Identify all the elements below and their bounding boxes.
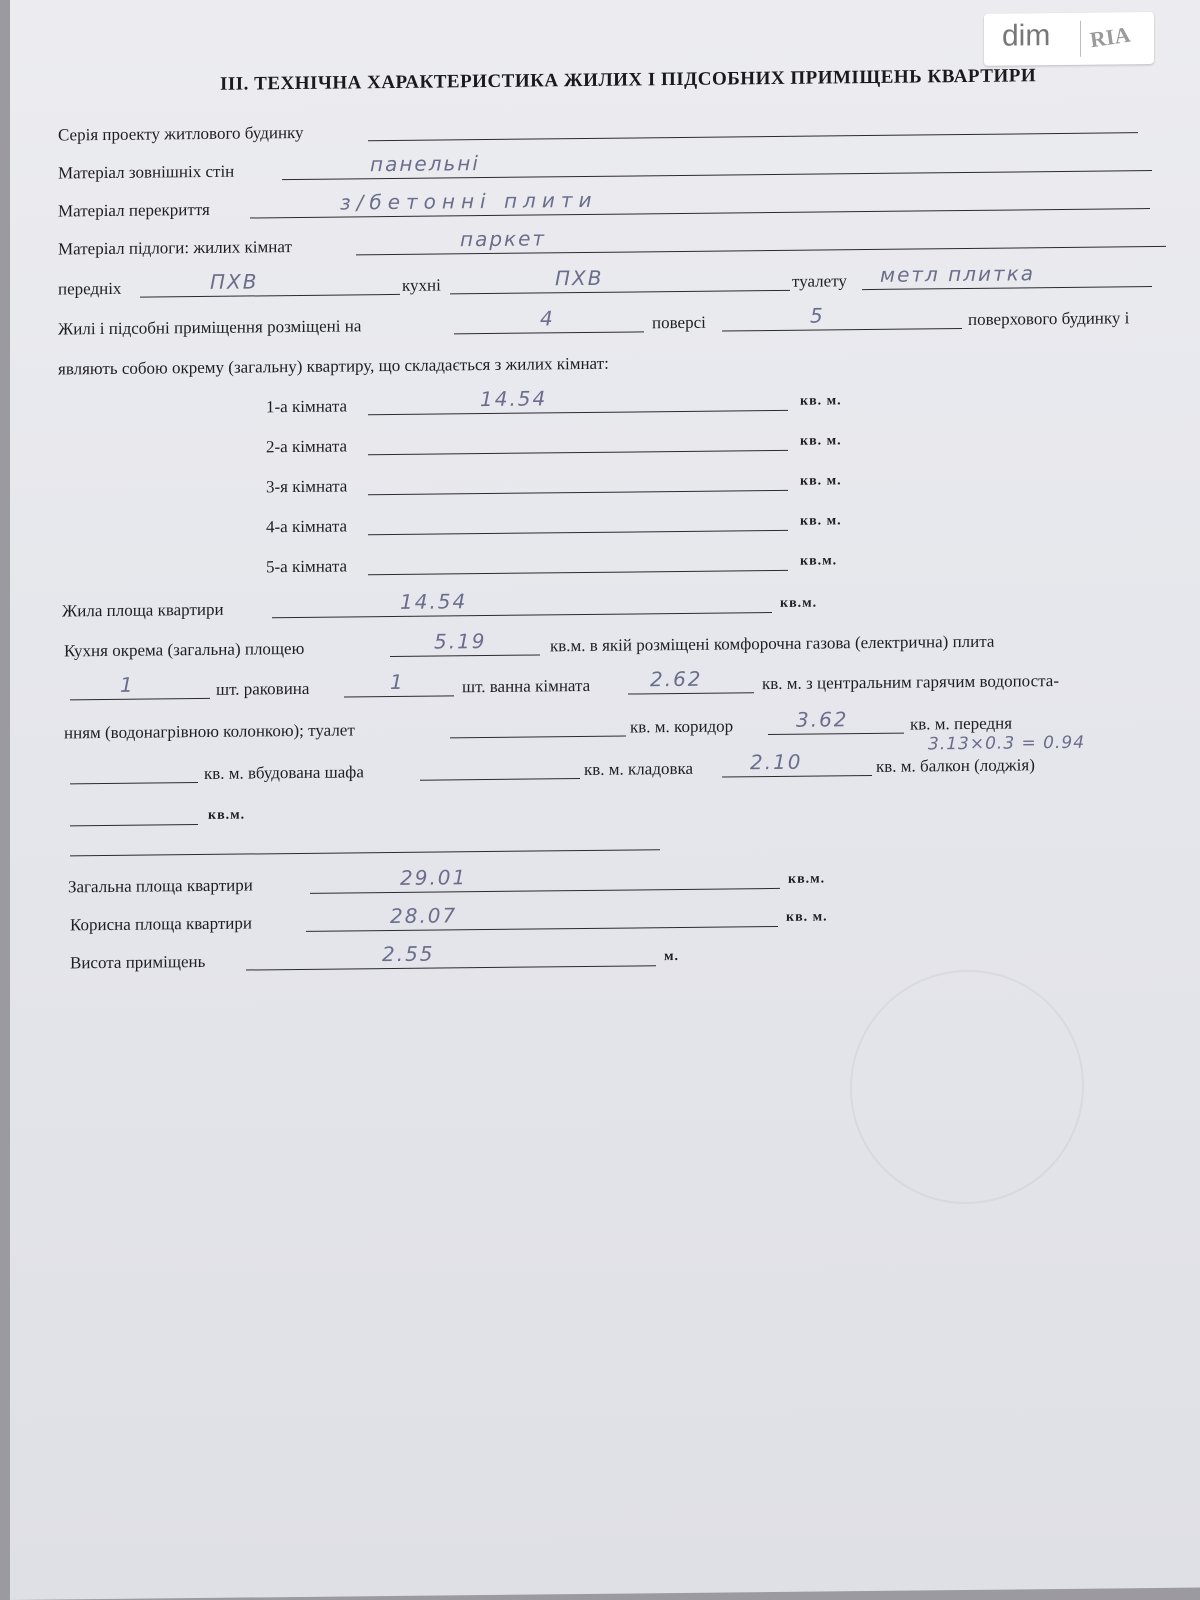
location-label: Жилі і підсобні приміщення розміщені на bbox=[58, 316, 362, 339]
room-label: 2-а кімната bbox=[266, 436, 348, 457]
room-value: 14.54 bbox=[480, 386, 548, 412]
sink-value: 1 bbox=[390, 669, 405, 695]
total-area-value: 29.01 bbox=[400, 865, 468, 890]
bath-value: 2.62 bbox=[650, 666, 703, 692]
useful-area-value: 28.07 bbox=[390, 903, 458, 929]
floor-number-line bbox=[454, 331, 644, 334]
living-area-value: 14.54 bbox=[400, 589, 468, 614]
storage-value: 2.10 bbox=[750, 749, 803, 775]
watermark-dim: dim bbox=[1002, 19, 1051, 53]
total-area-label: Загальна площа квартири bbox=[68, 875, 253, 897]
room-line bbox=[368, 450, 788, 455]
blank-line bbox=[70, 849, 660, 856]
bath-line bbox=[628, 692, 754, 694]
room-label: 4-а кімната bbox=[266, 516, 348, 537]
wardrobe-label: кв. м. вбудована шафа bbox=[204, 762, 364, 783]
hall-label: кв. м. передня bbox=[910, 713, 1013, 734]
living-area-unit: кв.м. bbox=[780, 595, 818, 611]
stove-line bbox=[70, 698, 210, 700]
toilet-floor-line bbox=[862, 286, 1152, 290]
total-floors-label: поверхового будинку і bbox=[968, 308, 1130, 329]
storage-line bbox=[722, 775, 872, 778]
watermark-separator bbox=[1080, 21, 1081, 57]
total-floors-line bbox=[722, 328, 962, 332]
corridor-value: 3.62 bbox=[796, 707, 849, 732]
ceiling-label: Матеріал перекриття bbox=[58, 199, 210, 221]
walls-value: панельні bbox=[370, 151, 480, 177]
room-line bbox=[368, 410, 788, 415]
kitchen-floor-value: ПХВ bbox=[555, 265, 604, 291]
useful-area-unit: кв. м. bbox=[786, 909, 828, 925]
bath-label: шт. ванна кімната bbox=[462, 675, 591, 697]
kitchen-label: Кухня окрема (загальна) площею bbox=[64, 638, 305, 661]
faded-stamp-shape bbox=[850, 969, 1084, 1205]
floor-number-value: 4 bbox=[540, 306, 555, 331]
toilet-floor-value: метл плитка bbox=[880, 261, 1036, 287]
height-line bbox=[246, 965, 656, 970]
toilet-floor-label: туалету bbox=[792, 271, 847, 291]
room-label: 5-а кімната bbox=[266, 556, 348, 577]
kitchen-floor-line bbox=[450, 290, 790, 295]
useful-area-label: Корисна площа квартири bbox=[70, 913, 253, 935]
room-line bbox=[368, 570, 788, 575]
total-floors-value: 5 bbox=[810, 303, 825, 328]
watermark-ria: RIA bbox=[1088, 21, 1132, 53]
storage-label: кв. м. кладовка bbox=[584, 758, 694, 779]
hall-floor-value: ПХВ bbox=[210, 269, 259, 294]
hall-floor-label: передніх bbox=[58, 278, 122, 299]
room-line bbox=[368, 490, 788, 495]
corridor-line bbox=[768, 733, 904, 735]
kitchen-line bbox=[390, 654, 540, 657]
total-area-unit: кв.м. bbox=[788, 871, 826, 887]
useful-area-line bbox=[306, 926, 778, 932]
room-label: 1-а кімната bbox=[266, 396, 348, 417]
height-value: 2.55 bbox=[382, 941, 435, 967]
height-unit: м. bbox=[664, 948, 680, 965]
series-label: Серія проекту житлового будинку bbox=[58, 122, 304, 145]
kitchen-text: кв.м. в якій розміщені комфорочна газова (електрична) плита bbox=[550, 631, 995, 656]
room-unit: кв. м. bbox=[800, 513, 842, 529]
document-page bbox=[10, 0, 1200, 1600]
section-title: ІІІ. ТЕХНІЧНА ХАРАКТЕРИСТИКА ЖИЛИХ І ПІДСОБНИХ ПРИМІЩЕНЬ КВАРТИРИ bbox=[220, 65, 1037, 95]
floor-value: паркет bbox=[460, 226, 547, 252]
location-label-2: являють собою окрему (загальну) квартиру, що складається з жилих кімнат: bbox=[58, 353, 609, 379]
hall-note: 3.13×0.3 = 0.94 bbox=[928, 732, 1086, 755]
walls-label: Матеріал зовнішніх стін bbox=[58, 161, 235, 183]
room-unit: кв.м. bbox=[800, 553, 838, 569]
sink-label: шт. раковина bbox=[216, 678, 310, 699]
kitchen-value: 5.19 bbox=[434, 629, 487, 654]
sink-line bbox=[344, 695, 454, 697]
balcony-unit: кв.м. bbox=[208, 807, 246, 823]
floor-label: Матеріал підлоги: жилих кімнат bbox=[58, 237, 292, 259]
kitchen-floor-label: кухні bbox=[402, 275, 441, 295]
floor-number-label: поверсі bbox=[652, 312, 706, 333]
watermark-logo bbox=[984, 12, 1154, 66]
ceiling-value: з/бетонні плити bbox=[340, 187, 598, 215]
room-unit: кв. м. bbox=[800, 473, 842, 489]
height-label: Висота приміщень bbox=[70, 951, 206, 973]
toilet-line bbox=[450, 736, 626, 739]
room-unit: кв. м. bbox=[800, 393, 842, 409]
living-area-line bbox=[272, 612, 772, 618]
wardrobe-line bbox=[420, 778, 580, 781]
series-line bbox=[368, 132, 1138, 141]
stove-value: 1 bbox=[120, 672, 135, 697]
toilet-text: нням (водонагрівною колонкою); туалет bbox=[64, 720, 355, 743]
room-line bbox=[368, 530, 788, 535]
balcony-label: кв. м. балкон (лоджія) bbox=[876, 755, 1035, 776]
corridor-label: кв. м. коридор bbox=[630, 716, 734, 737]
living-area-label: Жила площа квартири bbox=[62, 599, 224, 621]
total-area-line bbox=[310, 888, 780, 894]
balcony-line bbox=[70, 824, 198, 826]
hall-area-line bbox=[70, 782, 198, 784]
room-unit: кв. м. bbox=[800, 433, 842, 449]
bath-text: кв. м. з центральним гарячим водопоста- bbox=[762, 671, 1059, 694]
room-label: 3-я кімната bbox=[266, 476, 348, 497]
hall-floor-line bbox=[140, 294, 400, 298]
